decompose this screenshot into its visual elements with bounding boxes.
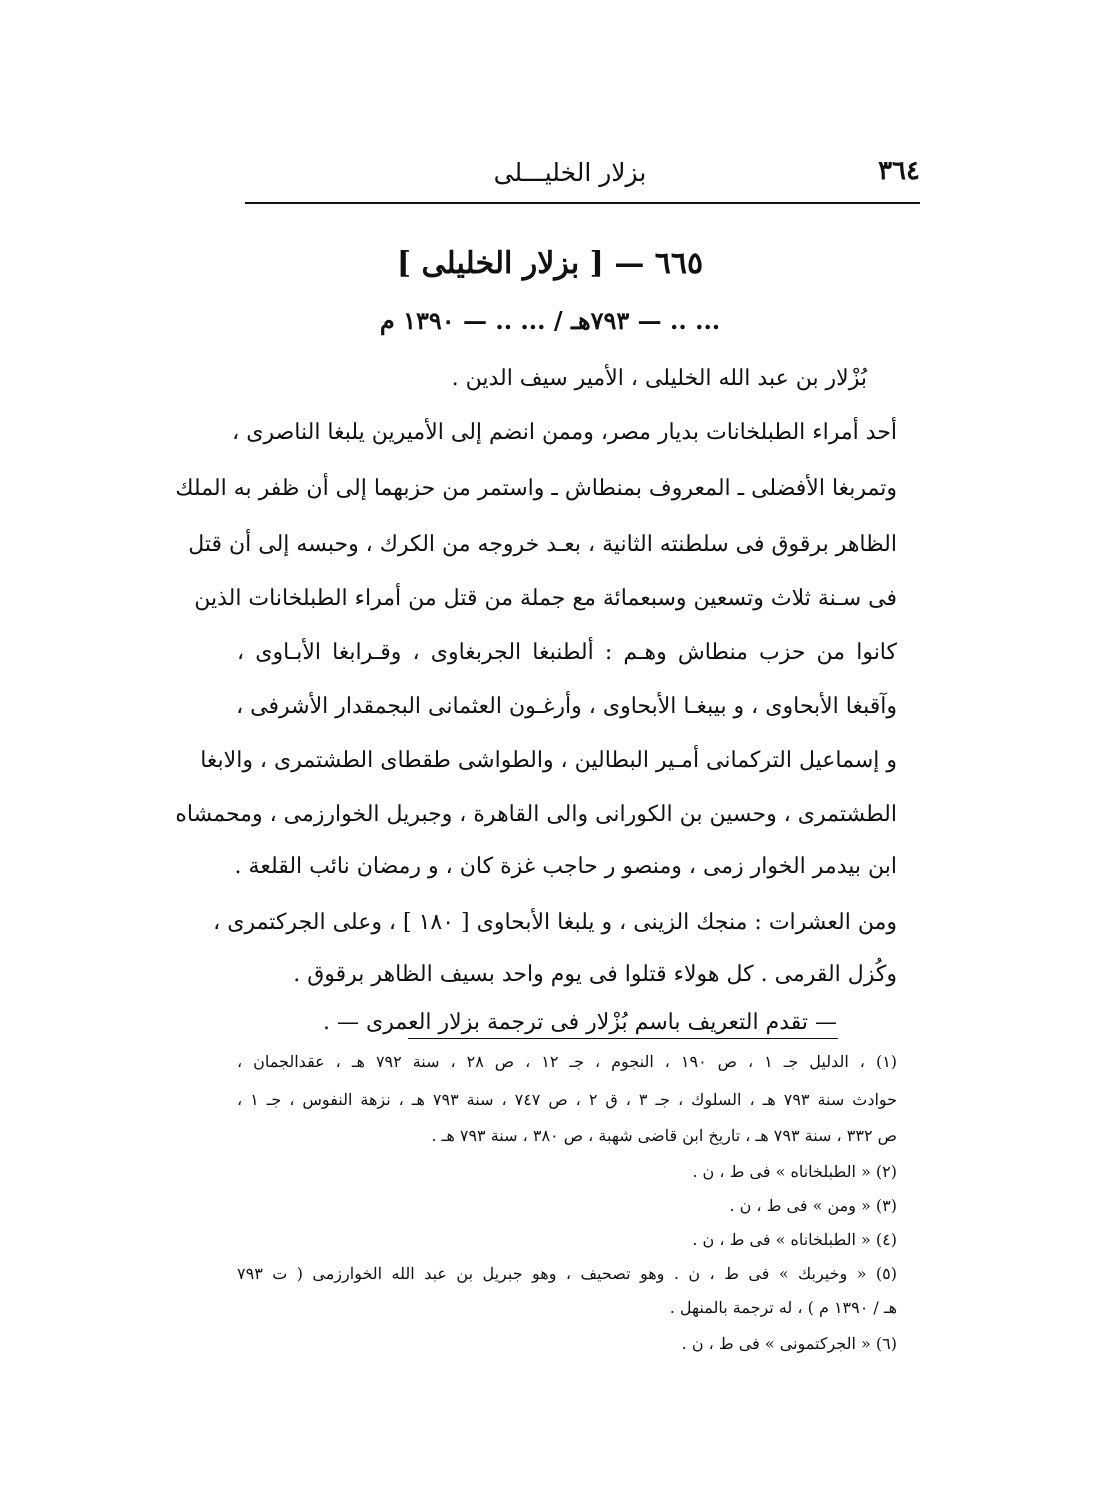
biography-text-line: وآقبغا الأبحاوى ، و بيبغـا الأبحاوى ، وأرغـون العثمانى البجمقدار الأشرفى ،: [236, 694, 897, 719]
biography-text-line: فى سـنة ثلاث وتسعين وسبعمائة مع جملة من قتل من أمراء الطبلخانات الذين: [194, 586, 897, 611]
footnote-line: (٦) « الجركتمونى » فى ط ، ن .: [681, 1334, 897, 1353]
footnote-line: هـ / ١٣٩٠ م ) ، له ترجمة بالمنهل .: [669, 1298, 897, 1317]
running-title: بزلار الخليـــلى: [493, 158, 647, 187]
biography-text-line: الطشتمرى ، وحسين بن الكورانى والى القاهرة ، وجبريل الخوارزمى ، ومحمشاه: [175, 802, 897, 827]
footnote-divider: [408, 1038, 838, 1039]
biography-text-line: وكُزل القرمى . كل هولاء قتلوا فى يوم واحد بسيف الظاهر برقوق .: [293, 962, 897, 987]
footnote-line: (١) ، الدليل جـ ١ ، ص ١٩٠ ، النجوم ، جـ ١٢ ، ص ٢٨ ، سنة ٧٩٢ هـ ، عقدالجمان ،: [237, 1052, 898, 1071]
see-also-note: — تقدم التعريف باسم بُزْلار فى ترجمة بزلار العمرى — .: [323, 1010, 837, 1035]
footnote-line: (٢) « الطبلخاناه » فى ط ، ن .: [692, 1162, 897, 1181]
biography-text-line: ومن العشرات : منجك الزينى ، و يلبغا الأبحاوى [ ١٨٠ ] ، وعلى الجركتمرى ،: [213, 910, 897, 935]
biography-text-line: ابن بيدمر الخوار زمى ، ومنصو ر حاجب غزة كان ، و رمضان نائب القلعة .: [234, 854, 897, 879]
footnote-line: حوادث سنة ٧٩٣ هـ ، السلوك ، جـ ٣ ، ق ٢ ، ص ٧٤٧ ، سنة ٧٩٣ هـ ، نزهة النفوس ، جـ ١ ،: [237, 1090, 898, 1109]
biography-text-line: أحد أمراء الطبلخانات بديار مصر، وممن انضم إلى الأميرين يلبغا الناصرى ،: [232, 420, 897, 445]
entry-dates: ... .. — ٧٩٣هـ / ... .. — ١٣٩٠ م: [379, 306, 721, 335]
footnote-line: (٤) « الطبلخاناه » فى ط ، ن .: [692, 1230, 897, 1249]
entry-heading: ٦٦٥ — [ بزلار الخليلى ]: [396, 246, 704, 281]
page-number: ٣٦٤: [878, 156, 920, 186]
footnote-line: (٥) « وخيربك » فى ط ، ن . وهو تصحيف ، وهو جبريل بن عبد الله الخوارزمى ( ت ٧٩٣: [237, 1264, 897, 1283]
header-divider: [245, 202, 920, 204]
biography-text-line: و إسماعيل التركمانى أمـير البطالين ، والطواشى طقطاى الطشتمرى ، والابغا: [200, 748, 897, 773]
footnote-line: (٣) « ومن » فى ط ، ن .: [729, 1196, 897, 1215]
footnote-line: ص ٣٣٢ ، سنة ٧٩٣ هـ ، تاريخ ابن قاضى شهبة ، ص ٣٨٠ ، سنة ٧٩٣ هـ .: [431, 1126, 897, 1145]
biography-text-line: كانوا من حزب منطاش وهـم : ألطنبغا الجربغاوى ، وقـرابغا الأبـاوى ،: [237, 640, 897, 665]
biography-text-line: وتمربغا الأفضلى ـ المعروف بمنطاش ـ واستمر من حزبهما إلى أن ظفر به الملك: [175, 476, 897, 501]
biography-name-line: بُزْلار بن عبد الله الخليلى ، الأمير سيف الدين .: [451, 366, 867, 391]
biography-text-line: الظاهر برقوق فى سلطنته الثانية ، بعـد خروجه من الكرك ، وحبسه إلى أن قتل: [188, 532, 897, 557]
